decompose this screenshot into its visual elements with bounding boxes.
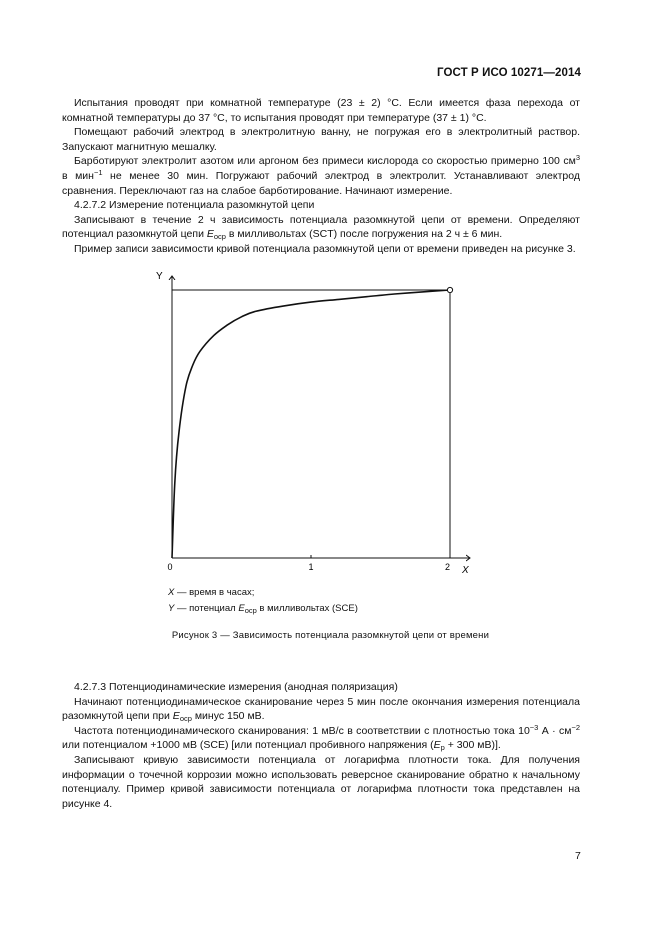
y-axis-label: Y — [156, 271, 163, 282]
curve-end-marker — [447, 287, 452, 292]
paragraph-scan-rate: Частота потенциодинамического сканирования: 1 мВ/с в соответствии с плотностью тока $10^{-3}$ $А \cdot см^{-2}$ или потенциалом +1000 мВ (SCE) [или потенциал пробивного напряжения ($E_р + 300$ мВ)]. — [62, 722, 580, 753]
x-tick-label-0: 0 — [167, 562, 173, 572]
text-block-potentiodynamic — [62, 680, 580, 811]
legend-y: Y — потенциал $E_{оср}$ в милливольтах (SCE) — [168, 603, 358, 615]
x-axis-label: X — [462, 565, 469, 576]
page-number: 7 — [575, 850, 581, 862]
section-heading-4-2-7-3: 4.2.7.3 Потенциодинамические измерения (анодная поляризация) — [74, 681, 398, 693]
x-tick-label-1: 1 — [308, 562, 314, 572]
paragraph-figure-reference: Пример записи зависимости кривой потенциала разомкнутой цепи от времени приведен на рисунке 3. — [74, 242, 576, 255]
document-header: ГОСТ Р ИСО 10271—2014 — [436, 67, 581, 79]
figure-3-chart — [140, 262, 480, 582]
legend-x: X — время в часах; — [168, 587, 255, 598]
text-block-test-conditions — [62, 96, 580, 257]
potential-curve — [172, 290, 450, 558]
potential-time-chart — [140, 262, 480, 582]
paragraph-bubbling: Барботируют электролит азотом или аргоном без примеси кислорода со скоростью примерно 100 $см^3$ в мин$^{-1}$ не менее 30 мин. Погружают рабочий электрод в электролит. Устанавливают электрод сравнения. Переключают газ на слабое барботирование. Начинают измерение. — [62, 153, 580, 197]
paragraph-scan-start: Начинают потенциодинамическое сканирование через 5 мин после окончания измерения потенциала разомкнутой цепи при $E_{оср}$ минус 150 мВ. — [62, 695, 580, 724]
paragraph-electrode: Помещают рабочий электрод в электролитную ванну, не погружая его в электролитный раствор. Запускают магнитную мешалку. — [62, 126, 580, 153]
figure-caption: Рисунок 3 — Зависимость потенциала разомкнутой цепи от времени — [171, 630, 490, 641]
paragraph-temperature: Испытания проводят при комнатной температуре (23 ± 2) °С. Если имеется фаза перехода от комнатной температуры до 37 °С, то испытания проводят при температуре (37 ± 1) °С. — [62, 97, 580, 124]
paragraph-curve-recording: Записывают кривую зависимости потенциала от логарифма плотности тока. Для получения информации о точечной коррозии можно использовать реверсное сканирование обратно к начальному потенциалу. Пример кривой зависимости потенциала от логарифма плотности тока представлен на рисунке 4. — [62, 753, 580, 810]
x-tick-label-2: 2 — [444, 562, 450, 572]
section-heading-4-2-7-2: 4.2.7.2 Измерение потенциала разомкнутой цепи — [74, 199, 315, 212]
paragraph-open-circuit: Записывают в течение 2 ч зависимость потенциала разомкнутой цепи от времени. Определяют потенциал разомкнутой цепи $E_{оср}$ в милливольтах (SCT) после погружения на 2 ч ± 6 мин. — [62, 213, 580, 242]
